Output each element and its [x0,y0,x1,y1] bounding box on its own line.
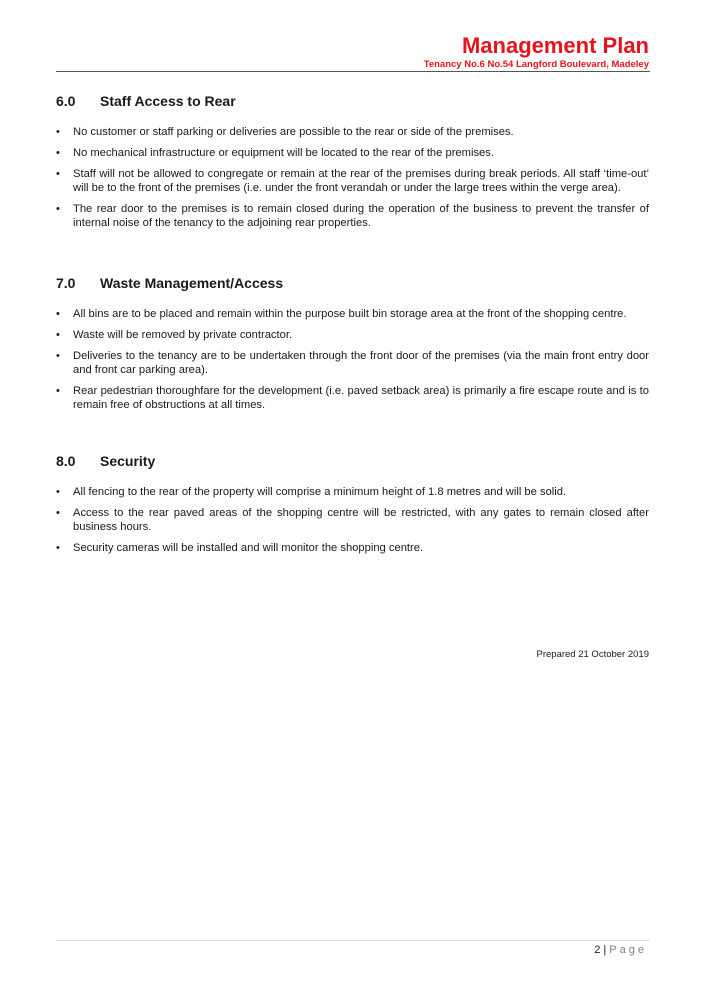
list-item: • No customer or staff parking or deliveries are possible to the rear or side of the premises. [56,125,649,139]
section-security [56,453,649,562]
list-item: • All fencing to the rear of the property will comprise a minimum height of 1.8 metres and will be solid. [56,485,649,499]
list-item: • Security cameras will be installed and will monitor the shopping centre. [56,541,649,555]
document-subtitle: Tenancy No.6 No.54 Langford Boulevard, Madeley [423,59,649,70]
section-title: Security [100,453,156,469]
bullet-list [56,485,649,555]
list-item: • Deliveries to the tenancy are to be undertaken through the front door of the premises (via the main front entry door and front car parking area). [56,349,649,377]
page-number: 2 [594,944,601,956]
list-item: • The rear door to the premises is to remain closed during the operation of the business to prevent the transfer of internal noise of the tenancy to the adjoining rear properties. [56,202,649,230]
section-heading [56,93,649,110]
footer-divider [56,940,650,941]
section-waste-management [56,275,649,419]
section-heading [56,453,649,470]
list-item: • All bins are to be placed and remain within the purpose built bin storage area at the front of the shopping centre. [56,307,649,321]
section-number: 8.0 [56,453,76,469]
list-item: • Staff will not be allowed to congregate or remain at the rear of the premises during break periods. All staff ‘time-out’ will be to the front of the premises (i.e. under the front verandah or under the large trees within the verge area). [56,167,649,195]
header-divider [56,71,650,72]
section-number: 7.0 [56,275,76,291]
list-item: • Access to the rear paved areas of the shopping centre will be restricted, with any gates to remain closed after business hours. [56,506,649,534]
prepared-date: Prepared 21 October 2019 [536,649,649,660]
bullet-list [56,307,649,412]
page-separator: | [603,944,607,956]
section-staff-access [56,93,649,237]
bullet-list [56,125,649,230]
section-title: Staff Access to Rear [100,93,236,109]
list-item: • Rear pedestrian thoroughfare for the development (i.e. paved setback area) is primarily a fire escape route and is to remain free of obstructions at all times. [56,384,649,412]
section-heading [56,275,649,292]
page-label: Page [609,944,647,956]
document-title: Management Plan [461,33,649,58]
page-footer [594,944,647,957]
section-number: 6.0 [56,93,76,109]
list-item: • No mechanical infrastructure or equipment will be located to the rear of the premises. [56,146,649,160]
section-title: Waste Management/Access [100,275,284,291]
list-item: • Waste will be removed by private contractor. [56,328,649,342]
